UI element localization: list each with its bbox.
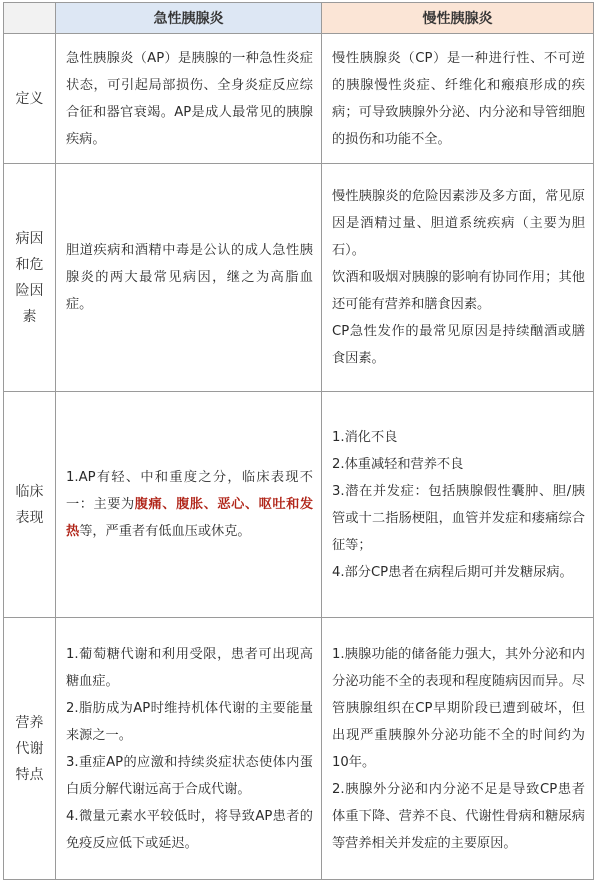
symptom-separator: 、 (162, 497, 177, 512)
header-blank-cell (4, 3, 56, 34)
cell-cp-clinical (322, 392, 594, 618)
row-label-etiology (4, 164, 56, 392)
row-label-line: 素 (22, 308, 37, 325)
list-item: 1.胰腺功能的储备能力强大，其外分泌和内分泌功能不全的表现和程度随病因而异。尽管胰腺组织在CP早期阶段已遭到破坏，但出现严重胰腺外分泌功能不全的时间约为10年。 (332, 646, 585, 770)
header-acute-pancreatitis: 急性胰腺炎 (56, 3, 322, 34)
list-item: 2.脂肪成为AP时维持机体代谢的主要能量来源之一。 (66, 700, 313, 743)
cell-ap-definition (56, 34, 322, 164)
row-label-nutrition (4, 618, 56, 880)
row-clinical (4, 392, 594, 618)
list-item: 2.体重减轻和营养不良 (332, 456, 464, 472)
row-label-line: 病因 (15, 230, 44, 247)
symptom-abdominal-pain: 腹痛 (134, 497, 163, 512)
row-label-line: 和危 (15, 256, 44, 273)
cell-cp-nutrition (322, 618, 594, 880)
cell-cp-definition (322, 34, 594, 164)
paragraph (66, 464, 313, 545)
cell-ap-nutrition (56, 618, 322, 880)
list-item: 1.葡萄糖代谢和利用受限，患者可出现高糖血症。 (66, 646, 313, 689)
header-chronic-pancreatitis: 慢性胰腺炎 (322, 3, 594, 34)
row-etiology (4, 164, 594, 392)
comparison-table (3, 2, 594, 880)
row-label-line: 险因 (15, 282, 44, 299)
row-label-clinical (4, 392, 56, 618)
cell-ap-clinical (56, 392, 322, 618)
list-item: 3.重症AP的应激和持续炎症状态使体内蛋白质分解代谢远高于合成代谢。 (66, 754, 313, 797)
row-label-line: 特点 (15, 766, 44, 783)
paragraph: 急性胰腺炎（AP）是胰腺的一种急性炎症状态，可引起局部损伤、全身炎症反应综合征和器官衰竭。AP是成人最常见的胰腺疾病。 (66, 50, 313, 147)
row-nutrition (4, 618, 594, 880)
row-label-line: 营养 (15, 714, 44, 731)
row-label-line: 临床 (15, 483, 44, 500)
row-label-line: 代谢 (15, 740, 44, 757)
cell-ap-etiology (56, 164, 322, 392)
header-row (4, 3, 594, 34)
symptom-bloating: 腹胀 (176, 497, 204, 512)
paragraph: 饮酒和吸烟对胰腺的影响有协同作用；其他还可能有营养和膳食因素。 (332, 270, 585, 312)
paragraph: CP急性发作的最常见原因是持续酗酒或膳食因素。 (332, 324, 585, 366)
symptom-vomiting-fever: 呕吐和发热 (66, 497, 314, 539)
row-label-line: 定义 (15, 90, 44, 107)
list-item: 4.部分CP患者在病程后期可并发糖尿病。 (332, 564, 573, 580)
list-item: 4.微量元素水平较低时，将导致AP患者的免疫反应低下或延迟。 (66, 808, 313, 851)
list-item: 3.潜在并发症：包括胰腺假性囊肿、胆/胰管或十二指肠梗阻，血管并发症和瘘痛综合征等； (332, 483, 585, 553)
row-label-definition (4, 34, 56, 164)
cell-cp-etiology (322, 164, 594, 392)
row-definition (4, 34, 594, 164)
paragraph: 慢性胰腺炎（CP）是一种进行性、不可逆的胰腺慢性炎症、纤维化和瘢痕形成的疾病；可导致胰腺外分泌、内分泌和导管细胞的损伤和功能不全。 (332, 50, 585, 147)
paragraph: 慢性胰腺炎的危险因素涉及多方面，常见原因是酒精过量、胆道系统疾病（主要为胆石）。 (332, 189, 585, 258)
symptom-nausea: 恶心 (217, 497, 245, 512)
clinical-prefix: 1.AP有轻、中和重度之分，临床表现不一：主要为 (66, 470, 313, 512)
list-item: 1.消化不良 (332, 429, 398, 445)
row-label-line: 表现 (15, 509, 44, 526)
paragraph: 胆道疾病和酒精中毒是公认的成人急性胰腺炎的两大最常见病因，继之为高脂血症。 (66, 243, 313, 312)
symptom-separator: 、 (244, 497, 259, 512)
list-item: 2.胰腺外分泌和内分泌不足是导致CP患者体重下降、营养不良、代谢性骨病和糖尿病等营养相关并发症的主要原因。 (332, 781, 585, 851)
symptom-separator: 、 (203, 497, 218, 512)
clinical-suffix: 等，严重者有低血压或休克。 (79, 524, 251, 539)
